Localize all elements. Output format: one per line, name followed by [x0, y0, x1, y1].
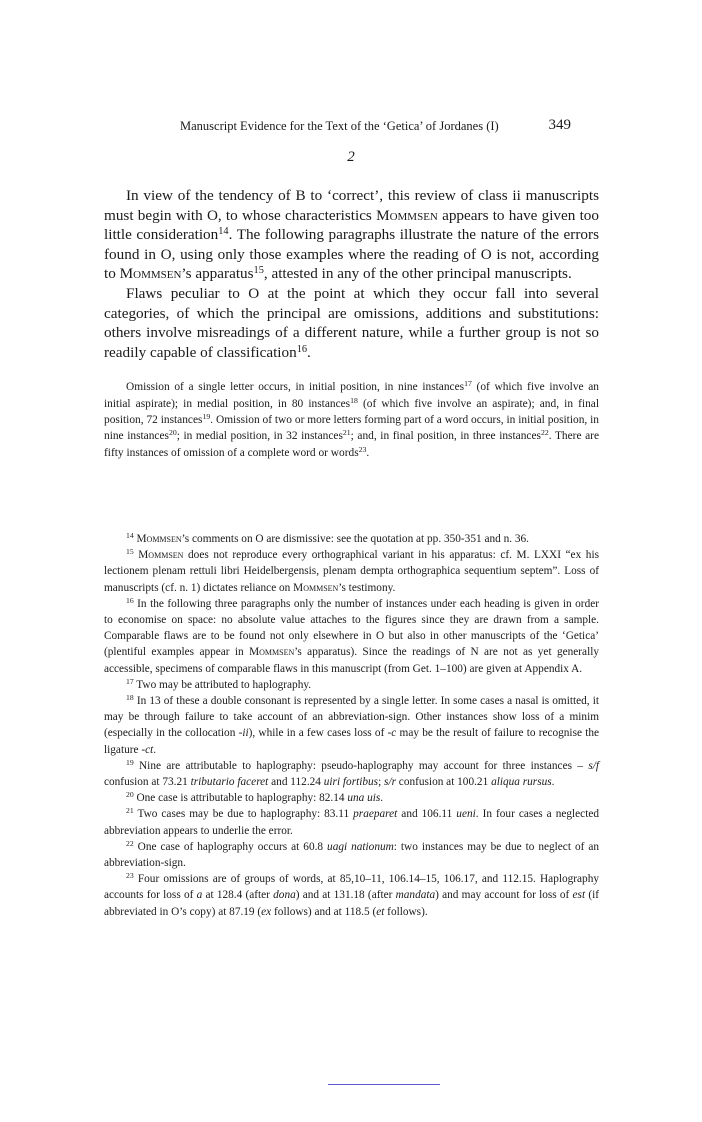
bottom-rule: [328, 1084, 440, 1085]
author-name: Mommsen: [119, 265, 182, 283]
text-run: Nine are attributable to haplography: pseudo-haplography may account for three instances –: [139, 759, 589, 772]
italic-term: aliqua rursus: [491, 776, 552, 789]
text-run: confusion at 100.21: [395, 776, 492, 789]
footnote-15: [104, 547, 599, 596]
text-run: (of which five involve an aspirate); and, in final position, 72 instances: [104, 397, 599, 426]
footnote-number: 18: [126, 693, 134, 703]
text-run: Two cases may be due to haplography: 83.11: [137, 808, 354, 821]
text-run: ), while in a few cases loss of: [248, 727, 388, 740]
text-run: ;: [378, 776, 385, 789]
italic-term: -ct: [141, 743, 154, 756]
italic-term: dona: [273, 889, 296, 902]
text-run: Omission of a single letter occurs, in initial position, in nine instances: [126, 381, 465, 394]
text-run: does not reproduce every orthographical variant in his apparatus: cf. M. LXXI “ex his lectionem plenam rettuli libri Heidelbergensis, plenam dempta orthographica sequentium septem”. Loss of manuscripts (cf. n. 1) dictates reliance on: [104, 549, 599, 594]
italic-term: -ii: [238, 727, 249, 740]
text-run: ’s comments on O are dismissive: see the quotation at pp. 350-351 and n. 36.: [181, 533, 529, 545]
text-run: .: [380, 792, 384, 805]
section-number: 2: [347, 149, 355, 165]
footnote-16: [104, 596, 599, 677]
italic-term: s/f: [588, 759, 599, 772]
footnote-number: 17: [126, 677, 134, 686]
paragraph-1: [104, 186, 599, 284]
author-name: Mommsen: [138, 549, 184, 562]
italic-term: -c: [387, 727, 397, 740]
text-run: ’s apparatus: [181, 265, 254, 283]
footnote-number: 20: [126, 790, 134, 800]
text-run: (if abbreviated in O’s copy) at 87.19 (: [104, 889, 599, 918]
italic-term: uagi nationum: [327, 840, 394, 853]
footnote-ref: 20: [168, 428, 177, 438]
paragraph-3: [104, 379, 599, 460]
footnote-ref: 19: [202, 412, 211, 422]
footnote-ref: 22: [540, 428, 549, 438]
footnote-number: 14: [126, 531, 134, 541]
author-name: Mommsen: [293, 581, 339, 594]
text-run: , attested in any of the other principal manuscripts.: [263, 265, 572, 283]
running-title: Manuscript Evidence for the Text of the ‘Getica’ of Jordanes (I): [180, 119, 499, 133]
italic-term: praeparet: [353, 808, 398, 821]
text-run: ’s testimony.: [338, 581, 396, 594]
text-run: .: [307, 343, 311, 361]
footnote-ref: 21: [342, 428, 351, 438]
text-run: Two may be attributed to haplography.: [136, 678, 312, 691]
text-run: One case of haplography occurs at 60.8: [137, 840, 328, 853]
footnote-number: 19: [126, 758, 134, 768]
footnote-number: 23: [126, 871, 134, 881]
footnote-ref: 14: [218, 226, 229, 238]
footnote-number: 16: [126, 595, 134, 605]
italic-term: uiri fortibus: [323, 776, 379, 789]
italic-term: s/r: [384, 776, 396, 789]
text-run: . In four cases a neglected abbreviation appears to underlie the error.: [104, 808, 599, 837]
italic-term: mandata: [395, 889, 436, 902]
footnotes: [104, 531, 599, 920]
author-name: Mommsen: [376, 206, 438, 224]
text-run: ; in medial position, in 32 instances: [176, 430, 343, 443]
text-run: Flaws peculiar to O at the point at which they occur fall into several categories, of which the principal are omissions, additions and substitutions: others involve misreadings of a different nature, while a further group is not so readily capable of classification: [104, 284, 599, 361]
footnote-14: [104, 531, 599, 547]
text-run: and 112.24: [268, 776, 324, 789]
footnote-18: [104, 693, 599, 758]
main-text: [104, 186, 599, 461]
text-run: . There are fifty instances of omission of a complete word or words: [104, 430, 600, 459]
footnote-number: 22: [126, 839, 134, 849]
author-name: Mommsen: [136, 533, 182, 545]
italic-term: a: [196, 889, 203, 902]
text-run: ; and, in final position, in three instances: [350, 430, 541, 443]
text-run: In the following three paragraphs only the number of instances under each heading is given in order to economise on space: no absolute value attaches to the figures since they are drawn from a sample. Comparable flaws are to be found not only elsewhere in O but also in other manuscripts of the ‘Getica’ (plentiful examples appear in: [104, 597, 599, 659]
text-run: may be the result of failure to recognise the ligature: [104, 727, 599, 756]
text-run: follows).: [384, 905, 428, 918]
text-run: One case is attributable to haplography: 82.14: [136, 792, 348, 805]
footnote-ref: 23: [358, 444, 367, 454]
text-run: appears to have given too little consideration: [104, 206, 599, 244]
text-run: .: [153, 743, 157, 756]
text-run: In view of the tendency of B to ‘correct’, this review of class ii manuscripts must begin with O, to whose characteristics: [104, 187, 599, 224]
page-number: 349: [548, 117, 571, 133]
text-run: ) and may account for loss of: [435, 889, 573, 902]
text-run: follows) and at 118.5 (: [271, 905, 377, 918]
text-run: and 106.11: [397, 808, 457, 821]
italic-term: ueni: [456, 808, 476, 821]
text-run: at 128.4 (after: [202, 889, 274, 902]
footnote-20: [104, 790, 599, 806]
italic-term: et: [376, 905, 385, 918]
footnote-17: [104, 677, 599, 693]
text-run: . Omission of two or more letters forming part of a word occurs, in initial position, in nine instances: [104, 413, 599, 443]
italic-term: ex: [261, 905, 272, 918]
italic-term: una uis: [347, 792, 381, 805]
text-run: (of which five involve an initial aspirate); in medial position, in 80 instances: [104, 381, 600, 410]
footnote-number: 21: [126, 806, 134, 816]
footnote-ref: 17: [464, 379, 472, 389]
text-run: : two instances may be due to neglect of an abbreviation-sign.: [104, 840, 599, 870]
text-run: .: [366, 446, 370, 459]
footnote-19: [104, 758, 599, 790]
running-header: [180, 117, 571, 137]
footnote-number: 15: [126, 547, 134, 557]
italic-term: est: [572, 889, 586, 902]
footnote-21: [104, 806, 599, 838]
footnote-ref: 15: [253, 265, 264, 277]
text-run: confusion at 73.21: [104, 776, 191, 789]
text-run: Four omissions are of groups of words, at 85,10–11, 106.14–15, 106.17, and 112.15. Haplography accounts for loss of: [104, 873, 599, 902]
footnote-23: [104, 871, 599, 920]
text-run: In 13 of these a double consonant is represented by a single letter. In some cases a nasal is omitted, it may be through failure to take account of an abbreviation-sign. Other instances show loss of a minim (especially in the collocation: [104, 695, 599, 740]
paragraph-2: [104, 284, 599, 362]
footnote-ref: 18: [350, 395, 358, 405]
footnote-ref: 16: [296, 343, 308, 355]
author-name: Mommsen: [249, 646, 295, 659]
text-run: .: [551, 776, 555, 789]
text-run: . The following paragraphs illustrate the nature of the errors found in O, using only those examples where the reading of O is not, according to: [104, 226, 599, 283]
text-run: ’s apparatus). Since the readings of N are not as yet generally accessible, specimens of comparable flaws in this manuscript (from Get. 1–100) are given at Appendix A.: [104, 646, 599, 675]
italic-term: tributario faceret: [190, 776, 269, 789]
footnote-22: [104, 839, 599, 871]
text-run: ) and at 131.18 (after: [295, 889, 396, 902]
